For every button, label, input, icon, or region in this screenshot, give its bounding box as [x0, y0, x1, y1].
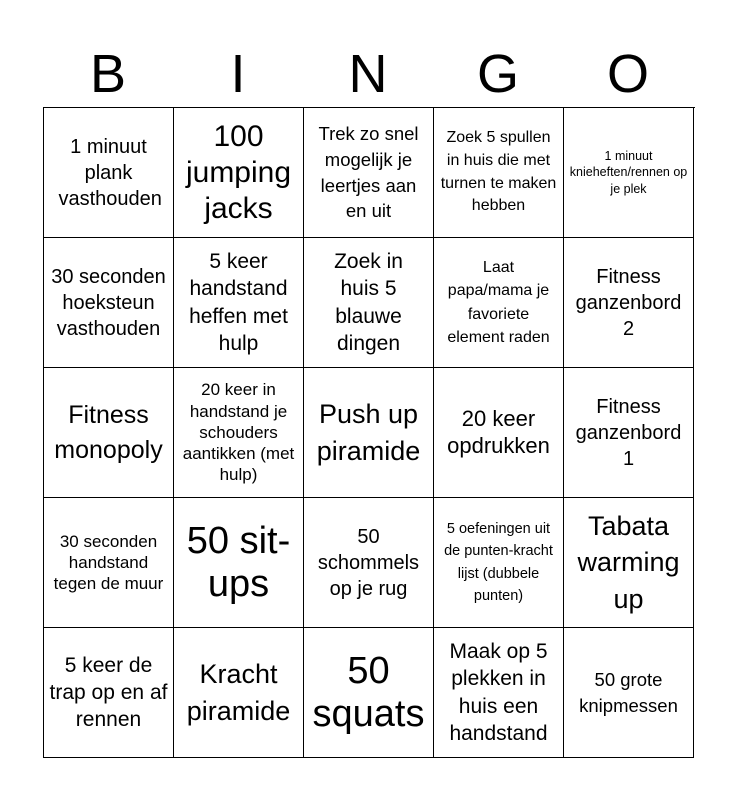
bingo-cell-5-5[interactable]	[564, 628, 694, 758]
bingo-cell-3-5[interactable]	[564, 368, 694, 498]
bingo-cell-2-5[interactable]	[564, 238, 694, 368]
bingo-cell-text: Tabata warming up	[577, 510, 680, 614]
bingo-cell-5-3[interactable]	[304, 628, 434, 758]
bingo-cell-text: 100 jumping jacks	[185, 119, 292, 225]
bingo-cell-1-3[interactable]	[304, 108, 434, 238]
bingo-cell-1-1[interactable]	[44, 108, 174, 238]
header-letter-g: G	[476, 44, 519, 104]
bingo-cell-3-4[interactable]	[434, 368, 564, 498]
bingo-header	[43, 40, 693, 108]
bingo-cell-4-4[interactable]	[434, 498, 564, 628]
bingo-cell-3-1[interactable]	[44, 368, 174, 498]
bingo-cell-text: 20 keer in handstand je schouders aantikken (met hulp)	[182, 380, 295, 485]
bingo-cell-1-2[interactable]	[174, 108, 304, 238]
bingo-cell-2-2[interactable]	[174, 238, 304, 368]
bingo-cell-4-3[interactable]	[304, 498, 434, 628]
bingo-cell-1-5[interactable]	[564, 108, 694, 238]
header-letter-b: B	[89, 44, 127, 104]
bingo-cell-5-1[interactable]	[44, 628, 174, 758]
bingo-cell-text: Kracht piramide	[186, 659, 291, 726]
bingo-cell-5-2[interactable]	[174, 628, 304, 758]
bingo-cell-text: 5 oefeningen uit de punten-kracht lijst (dubbele punten)	[444, 520, 553, 604]
bingo-cell-3-2[interactable]	[174, 368, 304, 498]
bingo-cell-text: 30 seconden hoeksteun vasthouden	[51, 265, 166, 340]
bingo-cell-2-3[interactable]	[304, 238, 434, 368]
bingo-cell-text: Zoek in huis 5 blauwe dingen	[334, 249, 403, 355]
bingo-cell-1-4[interactable]	[434, 108, 564, 238]
bingo-cell-text: 1 minuut knieheften/rennen op je plek	[569, 149, 688, 196]
bingo-cell-text: 20 keer opdrukken	[447, 406, 550, 458]
bingo-cell-text: Fitness monopoly	[54, 400, 163, 464]
bingo-cell-text: 5 keer de trap op en af rennen	[49, 653, 168, 732]
bingo-cell-text: 30 seconden handstand tegen de muur	[53, 531, 164, 594]
header-letter-i: I	[230, 44, 246, 104]
bingo-cell-4-5[interactable]	[564, 498, 694, 628]
bingo-cell-text: Trek zo snel mogelijk je leertjes aan en uit	[318, 122, 419, 222]
bingo-cell-text: Fitness ganzenbord 2	[575, 265, 682, 340]
bingo-cell-text: Fitness ganzenbord 1	[575, 395, 682, 470]
header-letter-n: N	[348, 44, 388, 104]
bingo-cell-text: 50 sit-ups	[186, 519, 291, 605]
bingo-cell-2-1[interactable]	[44, 238, 174, 368]
bingo-cell-text: 5 keer handstand heffen met hulp	[189, 249, 288, 355]
bingo-cell-3-3[interactable]	[304, 368, 434, 498]
bingo-cell-text: 50 schommels op je rug	[317, 525, 420, 600]
bingo-cell-4-1[interactable]	[44, 498, 174, 628]
bingo-cell-text: 50 grote knipmessen	[579, 668, 678, 716]
bingo-cell-text: Maak op 5 plekken in huis een handstand	[449, 639, 548, 745]
bingo-grid	[43, 107, 695, 758]
bingo-cell-text: Zoek 5 spullen in huis die met turnen te maken hebben	[440, 129, 557, 215]
bingo-cell-2-4[interactable]	[434, 238, 564, 368]
header-letter-o: O	[606, 44, 649, 104]
bingo-cell-4-2[interactable]	[174, 498, 304, 628]
bingo-cell-text: Laat papa/mama je favoriete element raden	[447, 259, 550, 346]
bingo-cell-5-4[interactable]	[434, 628, 564, 758]
bingo-cell-text: 50 squats	[312, 649, 425, 735]
bingo-cell-text: 1 minuut plank vasthouden	[58, 135, 162, 210]
bingo-cell-text: Push up piramide	[316, 399, 421, 466]
